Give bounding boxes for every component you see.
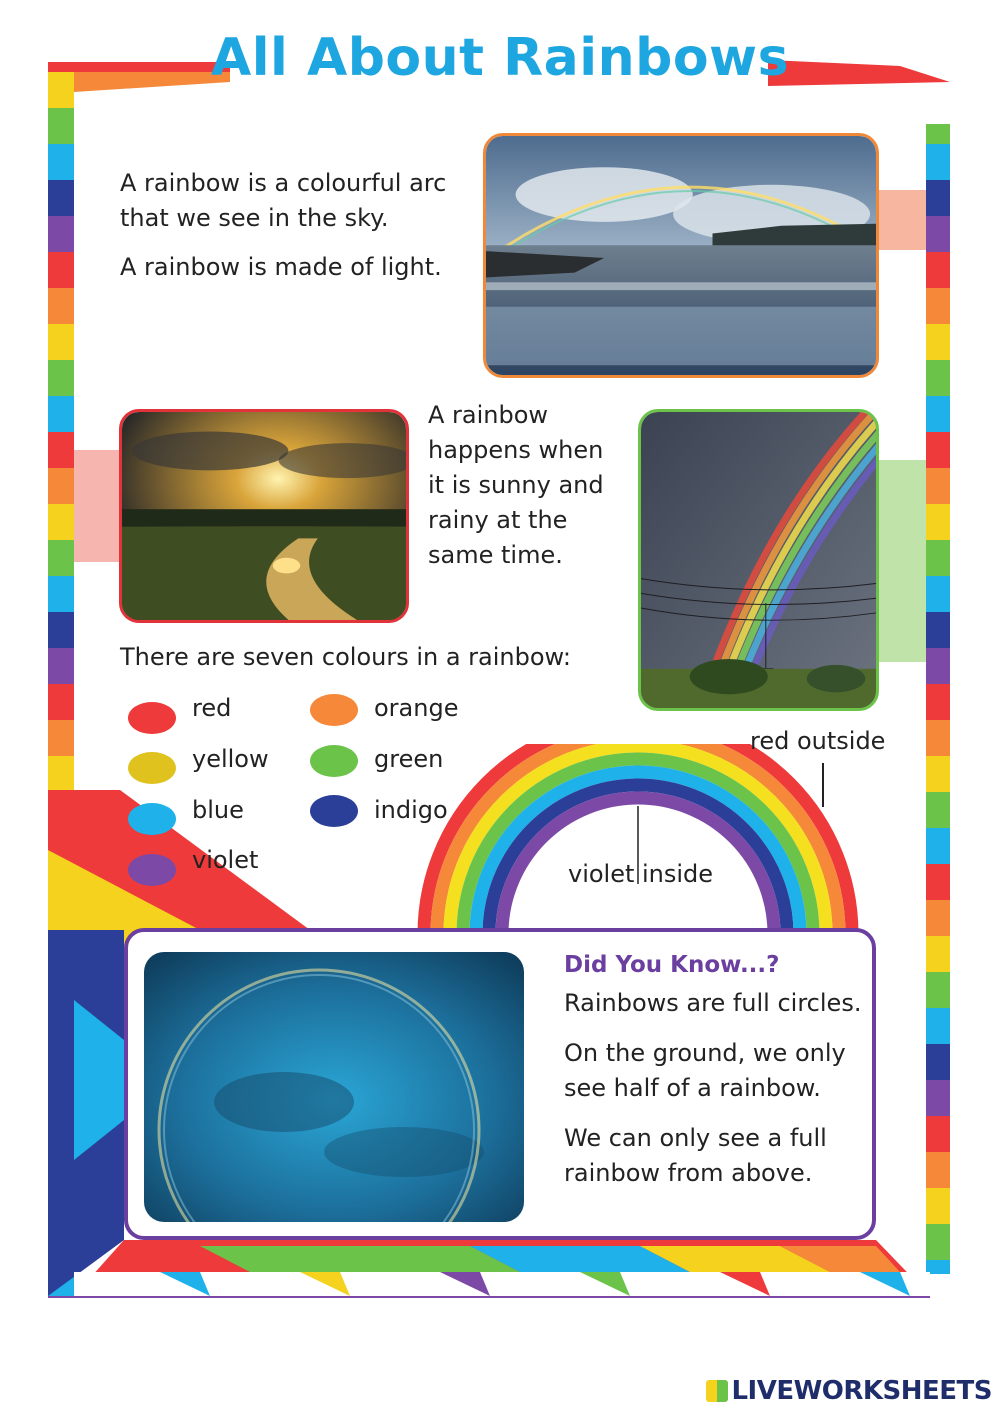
- logo-blocks-icon: [706, 1380, 728, 1402]
- page-title: All About Rainbows: [210, 28, 790, 88]
- happens-line-2: happens when: [428, 436, 604, 464]
- rainbow-arc-diagram: [412, 744, 864, 934]
- colour-blue: blue: [192, 796, 244, 824]
- indigo-swatch: [310, 795, 358, 827]
- did-you-know-box: [124, 928, 876, 1240]
- red-outside-pointer: [822, 763, 824, 807]
- happens-text: [428, 398, 628, 573]
- colour-indigo: indigo: [374, 796, 448, 824]
- intro-text: [120, 166, 480, 285]
- colour-orange: orange: [374, 694, 459, 722]
- rainbow-powerline-photo: [638, 409, 879, 711]
- full-circle-rainbow-photo: [144, 952, 524, 1222]
- intro-line-3: A rainbow is made of light.: [120, 253, 442, 281]
- violet-inside-label-inside: inside: [642, 860, 714, 888]
- colour-yellow: yellow: [192, 745, 269, 773]
- colour-green: green: [374, 745, 444, 773]
- violet-swatch: [128, 854, 176, 886]
- sunset-road-photo: [119, 409, 409, 623]
- did-you-know-p2-line1: On the ground, we only: [564, 1039, 846, 1067]
- did-you-know-p2-line2: see half of a rainbow.: [564, 1074, 821, 1102]
- did-you-know-heading: Did You Know...?: [564, 952, 780, 978]
- liveworksheets-logo: [706, 1376, 992, 1406]
- red-outside-label: red outside: [750, 727, 886, 755]
- did-you-know-p1: Rainbows are full circles.: [564, 989, 862, 1017]
- red-swatch: [128, 702, 176, 734]
- colours-heading: There are seven colours in a rainbow:: [120, 643, 571, 671]
- yellow-swatch: [128, 752, 176, 784]
- happens-line-3: it is sunny and: [428, 471, 604, 499]
- coastal-rainbow-photo: [483, 133, 879, 378]
- orange-swatch: [310, 694, 358, 726]
- happens-line-1: A rainbow: [428, 401, 549, 429]
- blue-swatch: [128, 803, 176, 835]
- happens-line-5: same time.: [428, 541, 563, 569]
- intro-line-1: A rainbow is a colourful arc: [120, 169, 447, 197]
- colour-violet: violet: [192, 846, 259, 874]
- green-swatch: [310, 745, 358, 777]
- violet-inside-label-violet: violet: [568, 860, 635, 888]
- logo-text: LIVEWORKSHEETS: [731, 1376, 992, 1406]
- intro-line-2: that we see in the sky.: [120, 204, 389, 232]
- did-you-know-p3-line1: We can only see a full: [564, 1124, 827, 1152]
- colour-red: red: [192, 694, 232, 722]
- happens-line-4: rainy at the: [428, 506, 568, 534]
- did-you-know-p3-line2: rainbow from above.: [564, 1159, 813, 1187]
